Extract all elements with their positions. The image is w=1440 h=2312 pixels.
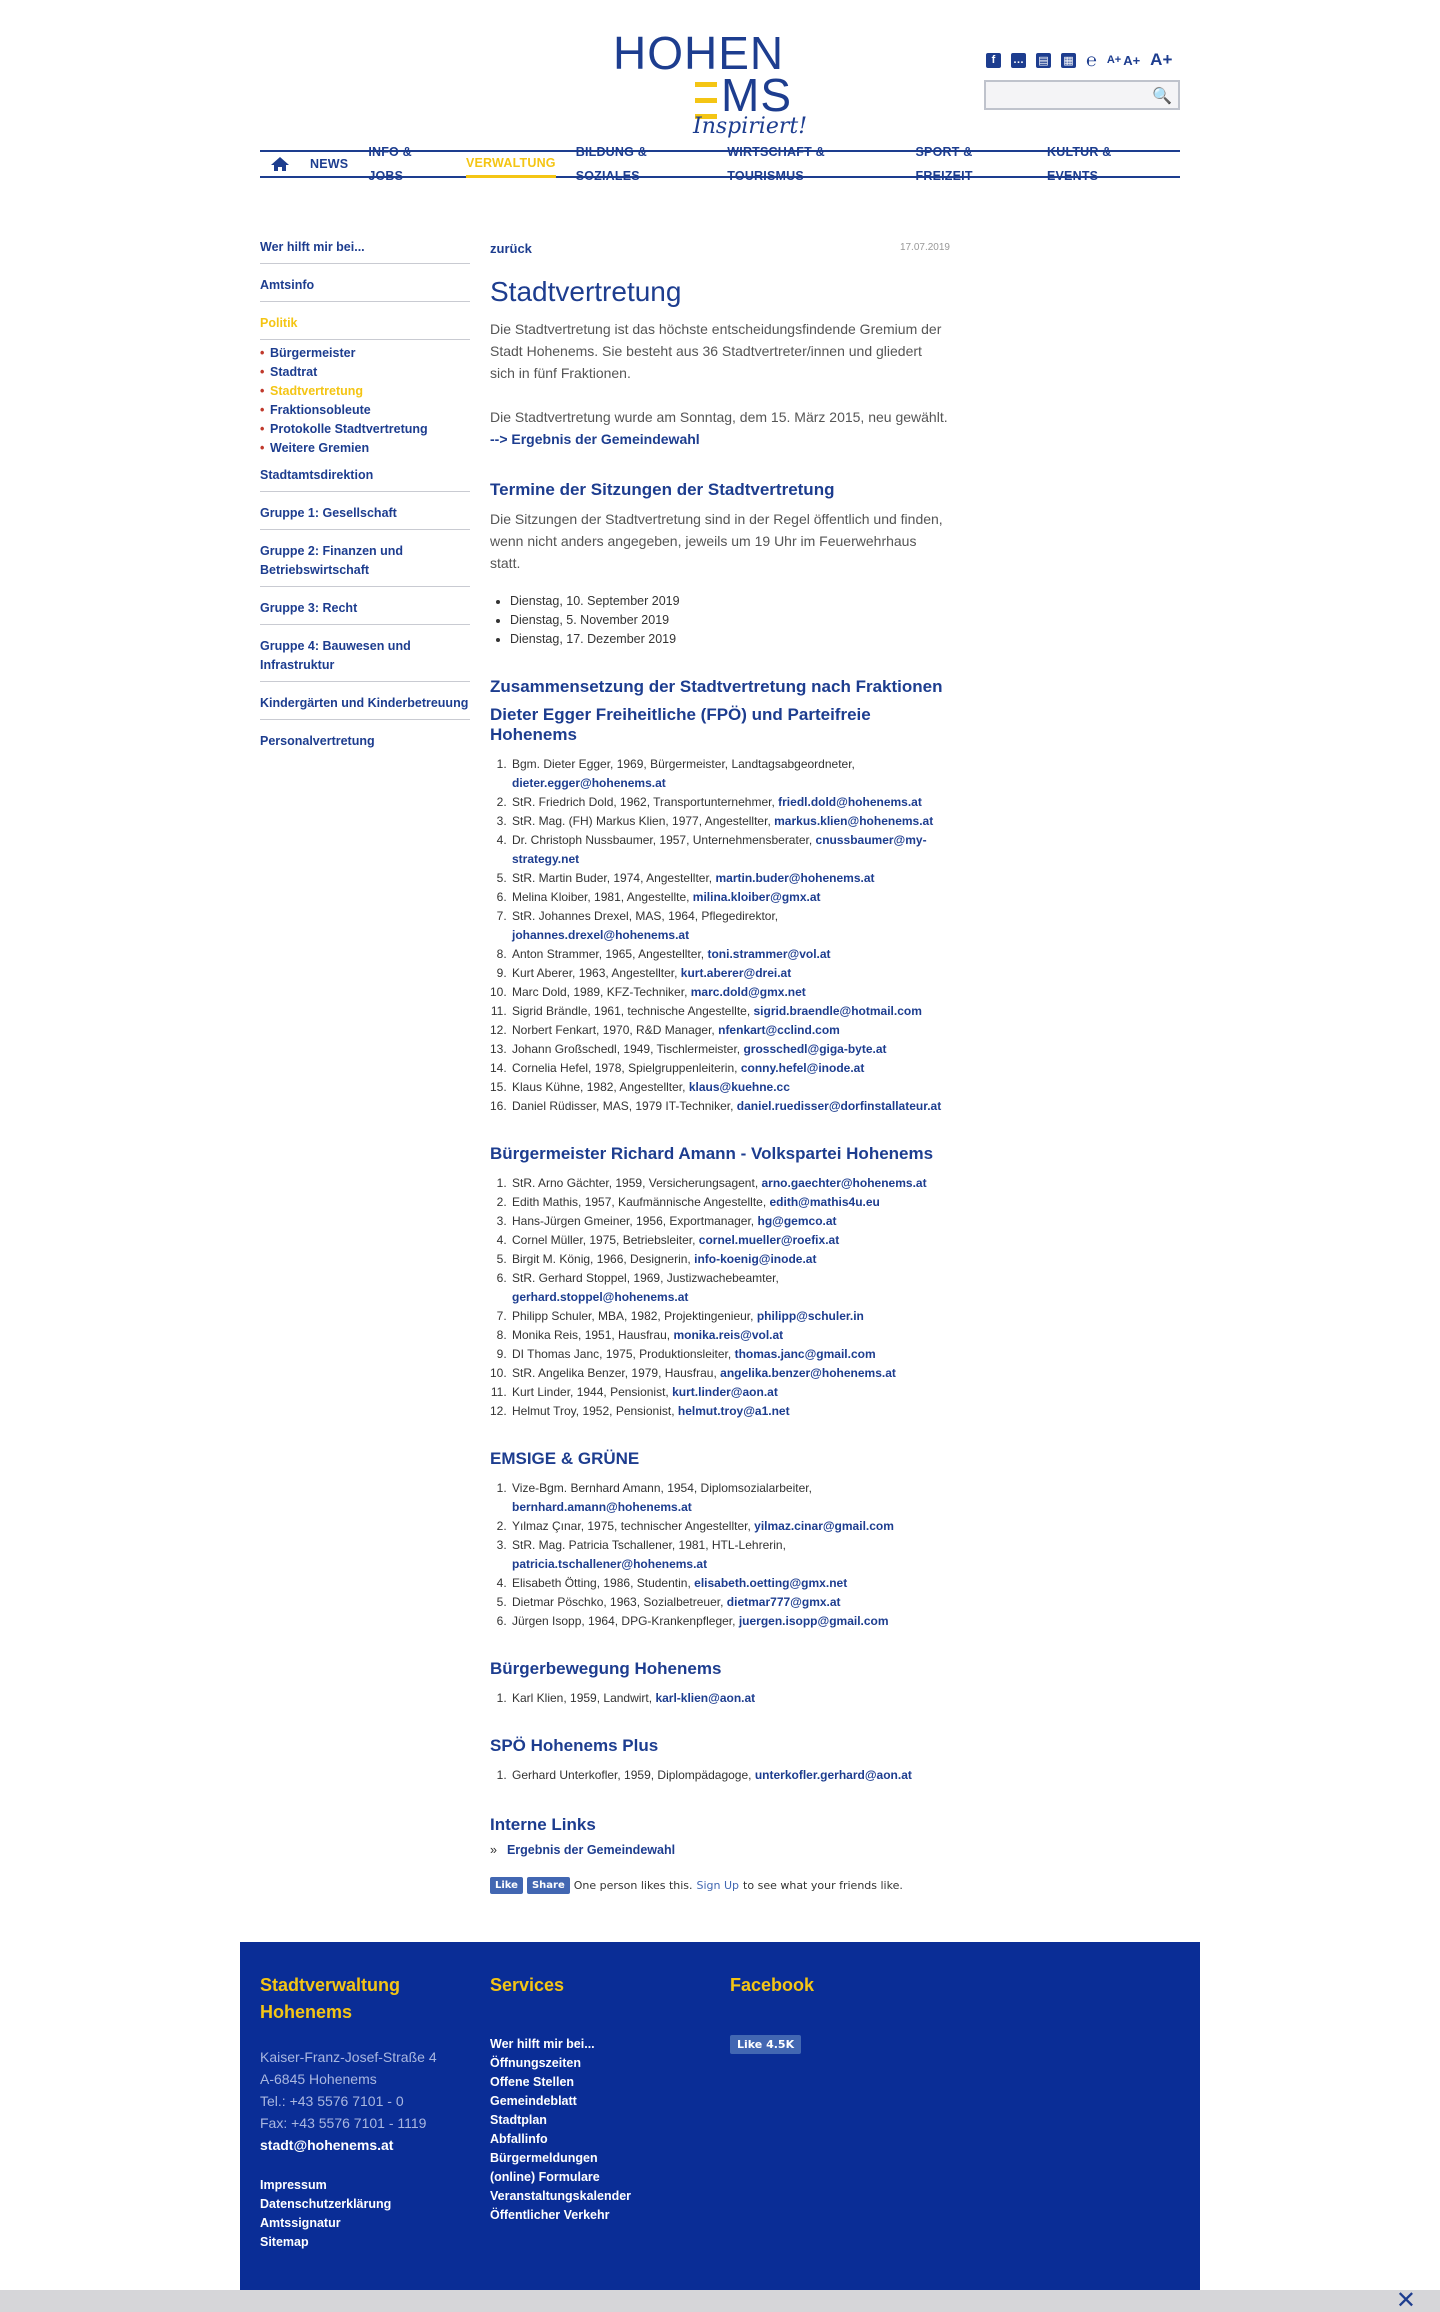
member-info: Sigrid Brändle, 1961, technische Angestellte, — [512, 1004, 751, 1018]
list-item — [510, 1307, 950, 1326]
member-info: StR. Friedrich Dold, 1962, Transportunternehmer, — [512, 795, 775, 809]
list-item — [510, 1174, 950, 1193]
facebook-icon[interactable]: f — [986, 53, 1001, 68]
session-date: • Dienstag, 5. November 2019 — [510, 611, 950, 630]
member-info: Birgit M. König, 1966, Designerin, — [512, 1252, 691, 1266]
header-tools — [986, 48, 1180, 72]
nav-sport-freizeit[interactable]: SPORT & FREIZEIT — [915, 145, 973, 183]
footer-col-contact — [260, 1972, 460, 2252]
member-info: Dr. Christoph Nussbaumer, 1957, Unternehmensberater, — [512, 833, 813, 847]
footer-service-link[interactable]: Bürgermeldungen — [490, 2151, 598, 2165]
footer-col-facebook — [730, 1972, 930, 2054]
fb-signup-link[interactable]: Sign Up — [696, 1879, 740, 1892]
footer-service-link[interactable]: Veranstaltungskalender — [490, 2189, 632, 2203]
member-info: StR. Gerhard Stoppel, 1969, Justizwachebeamter, — [512, 1271, 779, 1285]
list-item — [510, 1040, 950, 1059]
list-item — [510, 1479, 950, 1517]
list-item — [510, 907, 950, 945]
member-info: StR. Angelika Benzer, 1979, Hausfrau, — [512, 1366, 717, 1380]
logo-bar — [695, 82, 717, 87]
submenu-item — [260, 363, 470, 382]
election-result-link[interactable]: --> Ergebnis der Gemeindewahl — [490, 431, 700, 447]
sidebar — [260, 236, 470, 767]
member-email-link[interactable]: edith@mathis4u.eu — [769, 1195, 880, 1209]
member-email-link[interactable]: monika.reis@vol.at — [673, 1328, 784, 1342]
footer-service-link[interactable]: Wer hilft mir bei... — [490, 2037, 595, 2051]
list-item — [510, 1766, 950, 1785]
nav-wirtschaft-tourismus[interactable]: WIRTSCHAFT & TOURISMUS — [727, 145, 825, 183]
member-email-link[interactable]: gerhard.stoppel@hohenems.at — [512, 1290, 689, 1304]
main-navigation — [260, 145, 1180, 183]
faction-member-list — [510, 1766, 950, 1785]
member-info: Vize-Bgm. Bernhard Amann, 1954, Diplomsozialarbeiter, — [512, 1481, 812, 1495]
submenu-link-buergermeister[interactable]: Bürgermeister — [270, 346, 356, 360]
font-size-large-button[interactable]: A+ — [1150, 50, 1173, 69]
list-item — [510, 1250, 950, 1269]
submenu-link-stadtrat[interactable]: Stadtrat — [270, 365, 318, 379]
faction-heading: Bürgermeister Richard Amann - Volkspartei Hohenems — [490, 1144, 934, 1163]
member-info: Helmut Troy, 1952, Pensionist, — [512, 1404, 675, 1418]
member-email-link[interactable]: grosschedl@giga-byte.at — [743, 1042, 887, 1056]
faction-member-list — [510, 1689, 950, 1708]
submenu-item — [260, 401, 470, 420]
member-email-link[interactable]: markus.klien@hohenems.at — [774, 814, 934, 828]
list-item — [510, 945, 950, 964]
list-item — [510, 1383, 950, 1402]
member-info: Kurt Linder, 1944, Pensionist, — [512, 1385, 669, 1399]
submenu-item — [260, 420, 470, 439]
list-item — [510, 1574, 950, 1593]
facebook-like-row — [490, 1877, 950, 1894]
member-email-link[interactable]: helmut.troy@a1.net — [677, 1404, 790, 1418]
footer-email-link[interactable]: stadt@hohenems.at — [260, 2137, 394, 2153]
sidebar-item-gruppe-1[interactable]: Gruppe 1: Gesellschaft — [260, 502, 470, 530]
phone: Tel.: +43 5576 7101 - 0 — [260, 2093, 404, 2109]
member-info: Norbert Fenkart, 1970, R&D Manager, — [512, 1023, 715, 1037]
address-line: A-6845 Hohenems — [260, 2071, 377, 2087]
faction-member-list — [510, 1479, 950, 1631]
comment-icon[interactable]: … — [1013, 54, 1024, 66]
member-email-link[interactable]: conny.hefel@inode.at — [740, 1061, 865, 1075]
submenu-item — [260, 439, 470, 458]
easy-read-icon[interactable]: ℮ — [1086, 49, 1097, 70]
session-date: • Dienstag, 10. September 2019 — [510, 592, 950, 611]
session-dates — [510, 592, 950, 649]
list-item — [510, 831, 950, 869]
list-item — [510, 812, 950, 831]
sidebar-item-stadtamtsdirektion[interactable]: Stadtamtsdirektion — [260, 464, 470, 492]
list-item — [510, 964, 950, 983]
back-link[interactable]: zurück — [490, 241, 532, 256]
member-info: Dietmar Pöschko, 1963, Sozialbetreuer, — [512, 1595, 724, 1609]
list-item — [510, 1364, 950, 1383]
member-email-link[interactable]: patricia.tschallener@hohenems.at — [512, 1557, 708, 1571]
list-item — [510, 888, 950, 907]
faction-member-list — [510, 1174, 950, 1421]
member-info: Karl Klien, 1959, Landwirt, — [512, 1691, 653, 1705]
member-info: Jürgen Isopp, 1964, DPG-Krankenpfleger, — [512, 1614, 736, 1628]
member-info: Cornel Müller, 1975, Betriebsleiter, — [512, 1233, 696, 1247]
publish-date: 17.07.2019 — [899, 242, 950, 253]
list-item — [510, 1002, 950, 1021]
sidebar-item-politik[interactable]: Politik — [260, 312, 470, 340]
close-icon[interactable]: ✕ — [1395, 2287, 1416, 2312]
list-item — [510, 1593, 950, 1612]
footer-service-link[interactable]: Offene Stellen — [490, 2075, 575, 2089]
sidebar-item-amtsinfo[interactable]: Amtsinfo — [260, 274, 470, 302]
member-info: Daniel Rüdisser, MAS, 1979 IT-Techniker, — [512, 1099, 734, 1113]
member-info: Marc Dold, 1989, KFZ-Techniker, — [512, 985, 688, 999]
logo-text-hohen: HOHEN — [613, 27, 785, 79]
member-info: Monika Reis, 1951, Hausfrau, — [512, 1328, 671, 1342]
footer-link-datenschutz[interactable]: Datenschutzerklärung — [260, 2197, 392, 2211]
member-info: StR. Mag. (FH) Markus Klien, 1977, Angestellter, — [512, 814, 771, 828]
list-item — [510, 869, 950, 888]
faction-heading: Dieter Egger Freiheitliche (FPÖ) und Parteifreie Hohenems — [490, 705, 871, 744]
sidebar-item-gruppe-2[interactable]: Gruppe 2: Finanzen und Betriebswirtschaft — [260, 540, 470, 587]
member-email-link[interactable]: kurt.linder@aon.at — [672, 1385, 778, 1399]
page-title: Stadtvertretung — [490, 276, 682, 307]
member-email-link[interactable]: karl-klien@aon.at — [655, 1691, 756, 1705]
nav-verwaltung[interactable]: VERWALTUNG — [466, 151, 556, 178]
member-email-link[interactable]: nfenkart@cclind.com — [718, 1023, 840, 1037]
member-email-link[interactable]: angelika.benzer@hohenems.at — [720, 1366, 896, 1380]
member-email-link[interactable]: sigrid.braendle@hotmail.com — [753, 1004, 922, 1018]
list-item — [490, 1843, 950, 1857]
member-info: Elisabeth Ötting, 1986, Studentin, — [512, 1576, 691, 1590]
list-item — [510, 1212, 950, 1231]
member-email-link[interactable]: juergen.isopp@gmail.com — [738, 1614, 889, 1628]
faction-member-list — [510, 755, 950, 1116]
nav-news[interactable]: NEWS — [310, 157, 349, 171]
submenu-link-protokolle[interactable]: Protokolle Stadtvertretung — [270, 422, 428, 436]
logo-text-ms: MS — [721, 69, 792, 121]
address-line: Kaiser-Franz-Josef-Straße 4 — [260, 2049, 437, 2065]
list-item — [510, 1612, 950, 1631]
intro-text: Die Stadtvertretung ist das höchste entscheidungsfindende Gremium der Stadt Hohenems. Sie besteht aus 36 Stadtvertreter/innen und gliedert sich in fünf Fraktionen. — [490, 321, 942, 381]
factions-container — [490, 705, 950, 1785]
sidebar-item-personalvertretung[interactable]: Personalvertretung — [260, 734, 375, 748]
footer-link-amtssignatur[interactable]: Amtssignatur — [260, 2216, 341, 2230]
submenu-item — [260, 344, 470, 363]
member-info: StR. Martin Buder, 1974, Angestellter, — [512, 871, 713, 885]
site-footer — [240, 1942, 1200, 2312]
member-info: StR. Mag. Patricia Tschallener, 1981, HTL-Lehrerin, — [512, 1538, 786, 1552]
nav-info-jobs[interactable]: INFO & JOBS — [368, 145, 412, 183]
sessions-text: Die Sitzungen der Stadtvertretung sind in der Regel öffentlich und finden, wenn nicht anders angegeben, jeweils um 19 Uhr im Feuerwehrhaus statt. — [490, 511, 943, 571]
footer-col-services — [490, 1972, 690, 2225]
list-item — [510, 755, 950, 793]
footer-link-impressum[interactable]: Impressum — [260, 2178, 327, 2192]
main-content — [490, 240, 950, 1894]
internal-links-heading: Interne Links — [490, 1815, 596, 1834]
hohenems-logo[interactable] — [613, 26, 808, 141]
member-email-link[interactable]: klaus@kuehne.cc — [688, 1080, 790, 1094]
member-info: StR. Arno Gächter, 1959, Versicherungsagent, — [512, 1176, 759, 1190]
member-email-link[interactable]: cnussbaumer@my-strategy.net — [512, 833, 927, 866]
font-size-medium-button[interactable]: A+ — [1123, 52, 1141, 68]
print-icon[interactable]: ▤ — [1036, 53, 1051, 68]
election-text: Die Stadtvertretung wurde am Sonntag, dem 15. März 2015, neu gewählt. — [490, 409, 948, 425]
footer-service-link[interactable]: Öffentlicher Verkehr — [490, 2208, 610, 2222]
footer-title-facebook: Facebook — [730, 1975, 815, 1995]
member-info: StR. Johannes Drexel, MAS, 1964, Pflegedirektor, — [512, 909, 779, 923]
list-item — [510, 1326, 950, 1345]
submenu-item — [260, 382, 470, 401]
footer-fb-like-button[interactable]: Like 4.5K — [730, 2035, 801, 2054]
politik-submenu — [260, 344, 470, 458]
submenu-link-fraktionsobleute[interactable]: Fraktionsobleute — [270, 403, 371, 417]
font-size-small-button[interactable]: A+ — [1106, 54, 1122, 66]
fb-like-text: One person likes this. — [573, 1879, 693, 1892]
search-input[interactable] — [986, 82, 1146, 108]
member-info: Hans-Jürgen Gmeiner, 1956, Exportmanager, — [512, 1214, 755, 1228]
footer-services-links — [490, 2035, 690, 2225]
fax: Fax: +43 5576 7101 - 1119 — [260, 2115, 427, 2131]
member-info: Gerhard Unterkofler, 1959, Diplompädagoge, — [512, 1768, 752, 1782]
cookie-bar — [0, 2287, 1440, 2312]
search-box — [984, 80, 1180, 110]
sidebar-item-gruppe-4[interactable]: Gruppe 4: Bauwesen und Infrastruktur — [260, 635, 470, 682]
list-item — [510, 983, 950, 1002]
faction-heading: SPÖ Hohenems Plus — [490, 1736, 659, 1755]
logo-tagline: Inspiriert! — [693, 114, 808, 139]
member-info: Melina Kloiber, 1981, Angestellte, — [512, 890, 690, 904]
member-info: DI Thomas Janc, 1975, Produktionsleiter, — [512, 1347, 732, 1361]
sessions-heading: Termine der Sitzungen der Stadtvertretung — [490, 480, 835, 499]
member-info: Bgm. Dieter Egger, 1969, Bürgermeister, Landtagsabgeordneter, — [512, 757, 855, 771]
member-info: Philipp Schuler, MBA, 1982, Projektingenieur, — [512, 1309, 754, 1323]
footer-service-link[interactable]: Öffnungszeiten — [490, 2056, 581, 2070]
footer-service-link[interactable]: (online) Formulare — [490, 2170, 600, 2184]
member-info: Yılmaz Çınar, 1975, technischer Angestellter, — [512, 1519, 751, 1533]
sidebar-item-wer-hilft[interactable]: Wer hilft mir bei... — [260, 236, 470, 264]
session-date: • Dienstag, 17. Dezember 2019 — [510, 630, 950, 649]
member-email-link[interactable]: marc.dold@gmx.net — [690, 985, 806, 999]
member-email-link[interactable]: hg@gemco.at — [757, 1214, 837, 1228]
list-item — [510, 1517, 950, 1536]
footer-service-link[interactable]: Stadtplan — [490, 2113, 547, 2127]
member-email-link[interactable]: friedl.dold@hohenems.at — [778, 795, 922, 809]
internal-link-gemeindewahl[interactable]: Ergebnis der Gemeindewahl — [506, 1843, 676, 1857]
nav-bildung-soziales[interactable]: BILDUNG & SOZIALES — [575, 145, 647, 183]
site-header — [260, 0, 1180, 190]
footer-legal-links — [260, 2176, 460, 2252]
member-email-link[interactable]: martin.buder@hohenems.at — [715, 871, 875, 885]
member-email-link[interactable]: thomas.janc@gmail.com — [734, 1347, 876, 1361]
member-email-link[interactable]: kurt.aberer@drei.at — [680, 966, 792, 980]
fb-like-button[interactable]: Like — [490, 1877, 523, 1894]
member-email-link[interactable]: arno.gaechter@hohenems.at — [761, 1176, 927, 1190]
member-email-link[interactable]: daniel.ruedisser@dorfinstallateur.at — [736, 1099, 942, 1113]
faction-heading: EMSIGE & GRÜNE — [490, 1449, 640, 1468]
nav-kultur-events[interactable]: KULTUR & EVENTS — [1046, 145, 1112, 183]
fb-like-text-2: to see what your friends like. — [743, 1879, 903, 1892]
list-item — [510, 1402, 950, 1421]
member-email-link[interactable]: cornel.mueller@roefix.at — [698, 1233, 840, 1247]
footer-service-link[interactable]: Abfallinfo — [490, 2132, 548, 2146]
footer-link-sitemap[interactable]: Sitemap — [260, 2235, 309, 2249]
sidebar-item-gruppe-3[interactable]: Gruppe 3: Recht — [260, 597, 470, 625]
member-email-link[interactable]: johannes.drexel@hohenems.at — [512, 928, 690, 942]
list-item — [510, 1536, 950, 1574]
member-info: Cornelia Hefel, 1978, Spielgruppenleiterin, — [512, 1061, 738, 1075]
internal-links-list — [490, 1843, 950, 1857]
logo-bar — [695, 98, 717, 103]
member-email-link[interactable]: yilmaz.cinar@gmail.com — [754, 1519, 894, 1533]
member-email-link[interactable]: dietmar777@gmx.at — [726, 1595, 841, 1609]
list-item — [510, 1059, 950, 1078]
footer-service-link[interactable]: Gemeindeblatt — [490, 2094, 577, 2108]
list-item — [510, 1078, 950, 1097]
list-item — [510, 1021, 950, 1040]
footer-title-services: Services — [490, 1975, 565, 1995]
list-item — [510, 1269, 950, 1307]
faction-heading: Bürgerbewegung Hohenems — [490, 1659, 722, 1678]
member-email-link[interactable]: milina.kloiber@gmx.at — [692, 890, 821, 904]
list-item — [510, 1689, 950, 1708]
member-email-link[interactable]: bernhard.amann@hohenems.at — [512, 1500, 692, 1514]
list-item — [510, 1193, 950, 1212]
list-item — [510, 1097, 950, 1116]
member-email-link[interactable]: info-koenig@inode.at — [694, 1252, 817, 1266]
list-item — [510, 1231, 950, 1250]
submenu-link-weitere-gremien[interactable]: Weitere Gremien — [270, 441, 370, 455]
footer-title-stadtverwaltung: Stadtverwaltung Hohenems — [260, 1975, 401, 2022]
member-email-link[interactable]: dieter.egger@hohenems.at — [512, 776, 666, 790]
sidebar-item-kindergaerten[interactable]: Kindergärten und Kinderbetreuung — [260, 692, 470, 720]
member-info: Johann Großschedl, 1949, Tischlermeister, — [512, 1042, 741, 1056]
member-info: Kurt Aberer, 1963, Angestellter, — [512, 966, 678, 980]
submenu-link-stadtvertretung[interactable]: Stadtvertretung — [270, 384, 364, 398]
footer-address — [260, 2046, 460, 2134]
member-email-link[interactable]: unterkofler.gerhard@aon.at — [754, 1768, 912, 1782]
composition-heading: Zusammensetzung der Stadtvertretung nach Fraktionen — [490, 677, 943, 696]
member-email-link[interactable]: elisabeth.oetting@gmx.net — [694, 1576, 848, 1590]
member-info: Anton Strammer, 1965, Angestellter, — [512, 947, 705, 961]
home-icon[interactable] — [270, 156, 290, 172]
member-email-link[interactable]: toni.strammer@vol.at — [707, 947, 831, 961]
map-icon[interactable]: ▦ — [1061, 53, 1076, 68]
election-paragraph — [490, 406, 950, 450]
member-info: Klaus Kühne, 1982, Angestellter, — [512, 1080, 686, 1094]
member-email-link[interactable]: philipp@schuler.in — [756, 1309, 864, 1323]
list-item — [510, 1345, 950, 1364]
search-icon[interactable]: 🔍 — [1152, 88, 1172, 105]
fb-share-button[interactable]: Share — [527, 1877, 570, 1894]
list-item — [510, 793, 950, 812]
member-info: Edith Mathis, 1957, Kaufmännische Angestellte, — [512, 1195, 767, 1209]
